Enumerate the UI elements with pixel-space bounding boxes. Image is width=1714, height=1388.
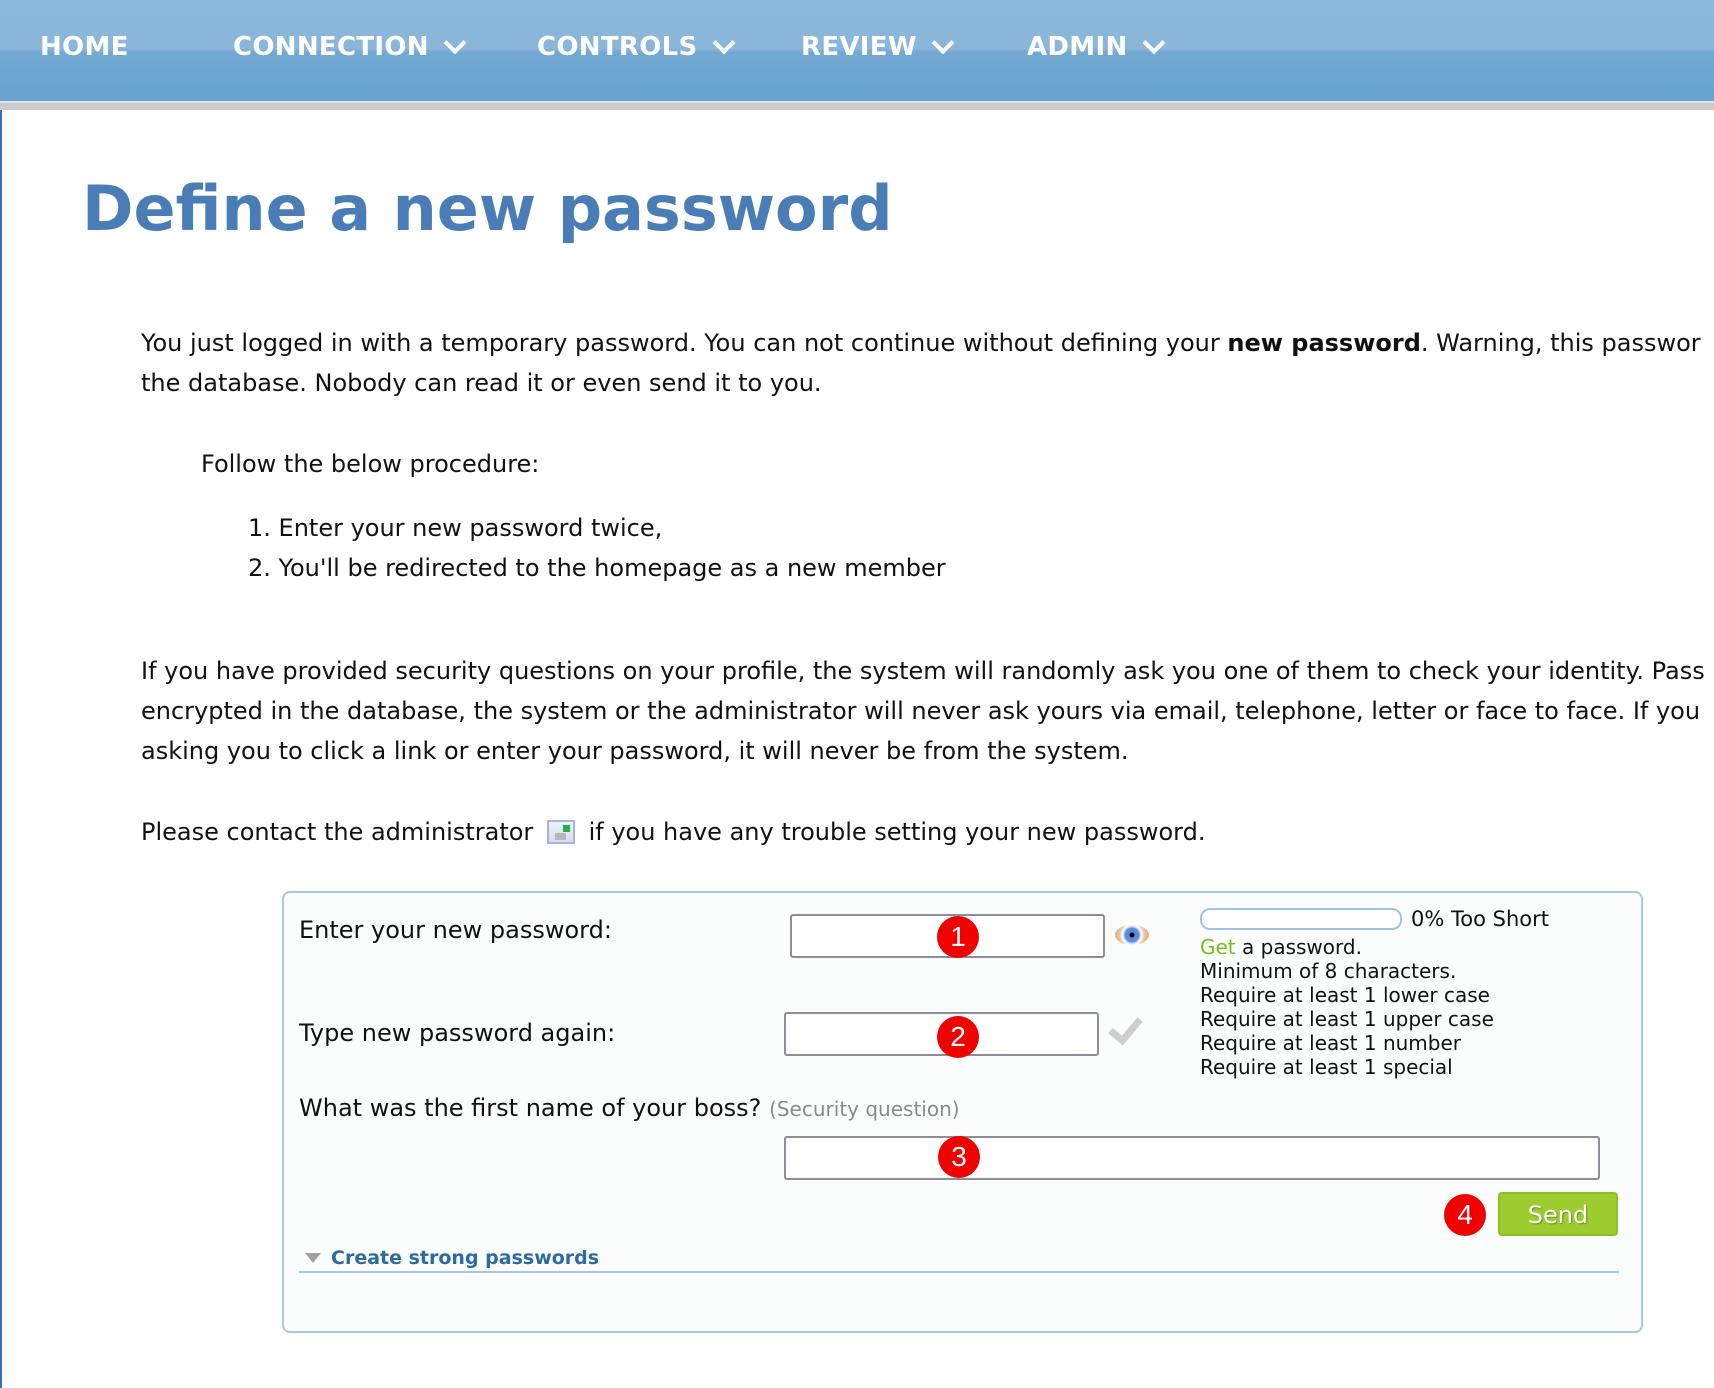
nav-bottom-divider — [0, 101, 1714, 110]
intro-text: You just logged in with a temporary password. You can not continue without defining your — [141, 329, 1228, 357]
section-divider — [299, 1271, 1619, 1273]
send-button[interactable]: Send — [1498, 1192, 1618, 1236]
nav-connection-label: CONNECTION — [233, 32, 429, 62]
security-question-text: What was the first name of your boss? — [299, 1094, 762, 1122]
contact-text: Please contact the administrator — [141, 818, 534, 846]
security-answer-input[interactable] — [784, 1136, 1600, 1180]
rule-item: Require at least 1 number — [1200, 1031, 1462, 1055]
create-strong-passwords-label: Create strong passwords — [331, 1247, 600, 1269]
nav-review[interactable] — [801, 32, 951, 62]
nav-admin[interactable] — [1027, 32, 1162, 62]
get-password-link[interactable]: Get — [1200, 935, 1236, 959]
security-question-label — [299, 1094, 960, 1122]
annotation-badge-1: 1 — [937, 916, 979, 958]
confirm-password-label: Type new password again: — [299, 1019, 616, 1047]
get-password-text: a password. — [1235, 935, 1362, 959]
nav-controls-label: CONTROLS — [537, 32, 698, 62]
nav-review-label: REVIEW — [801, 32, 917, 62]
chevron-down-icon — [444, 31, 467, 54]
rule-item: Require at least 1 upper case — [1200, 1007, 1494, 1031]
password-strength-meter — [1200, 908, 1402, 930]
nav-connection[interactable] — [233, 32, 463, 62]
contact-paragraph — [141, 812, 1206, 852]
intro-paragraph — [141, 323, 1701, 403]
chevron-down-icon — [712, 31, 735, 54]
procedure-steps — [248, 508, 946, 588]
nav-controls[interactable] — [537, 32, 732, 62]
procedure-step: 2. You'll be redirected to the homepage as a new member — [248, 554, 946, 582]
security-line: asking you to click a link or enter your password, it will never be from the system. — [141, 737, 1129, 765]
contact-text-end: if you have any trouble setting your new password. — [588, 818, 1206, 846]
procedure-label: Follow the below procedure: — [201, 450, 540, 478]
rule-item: Minimum of 8 characters. — [1200, 959, 1457, 983]
security-line: encrypted in the database, the system or the administrator will never ask yours via email, telephone, letter or face to face. If you — [141, 697, 1701, 725]
intro-line-2: the database. Nobody can read it or even send it to you. — [141, 369, 822, 397]
chevron-down-icon — [1142, 31, 1165, 54]
strength-label: 0% Too Short — [1411, 907, 1549, 931]
security-question-hint: (Security question) — [769, 1097, 960, 1121]
password-rules — [1200, 935, 1494, 1079]
left-edge-border — [0, 0, 2, 1388]
nav-home[interactable] — [40, 32, 129, 62]
intro-bold-new-password: new password — [1227, 329, 1421, 357]
eye-icon[interactable] — [1115, 925, 1149, 945]
nav-admin-label: ADMIN — [1027, 32, 1128, 62]
contact-admin-icon[interactable] — [547, 820, 575, 844]
rule-item: Require at least 1 lower case — [1200, 983, 1490, 1007]
intro-line-1 — [141, 323, 1701, 363]
page-title: Define a new password — [82, 172, 893, 245]
rule-item: Require at least 1 special — [1200, 1055, 1453, 1079]
annotation-badge-2: 2 — [937, 1016, 979, 1058]
top-nav-bar — [0, 0, 1714, 101]
new-password-label: Enter your new password: — [299, 916, 612, 944]
get-password-line — [1200, 935, 1494, 959]
nav-home-label: HOME — [40, 32, 129, 62]
triangle-down-icon — [305, 1253, 321, 1263]
security-line: If you have provided security questions on your profile, the system will randomly ask you one of them to check your identity. Pass — [141, 657, 1705, 685]
annotation-badge-3: 3 — [938, 1136, 980, 1178]
annotation-badge-4: 4 — [1444, 1194, 1486, 1236]
create-strong-passwords-toggle[interactable] — [305, 1247, 599, 1269]
chevron-down-icon — [932, 31, 955, 54]
procedure-step: 1. Enter your new password twice, — [248, 514, 663, 542]
security-paragraph — [141, 651, 1705, 771]
intro-text-end: . Warning, this passwor — [1420, 329, 1701, 357]
